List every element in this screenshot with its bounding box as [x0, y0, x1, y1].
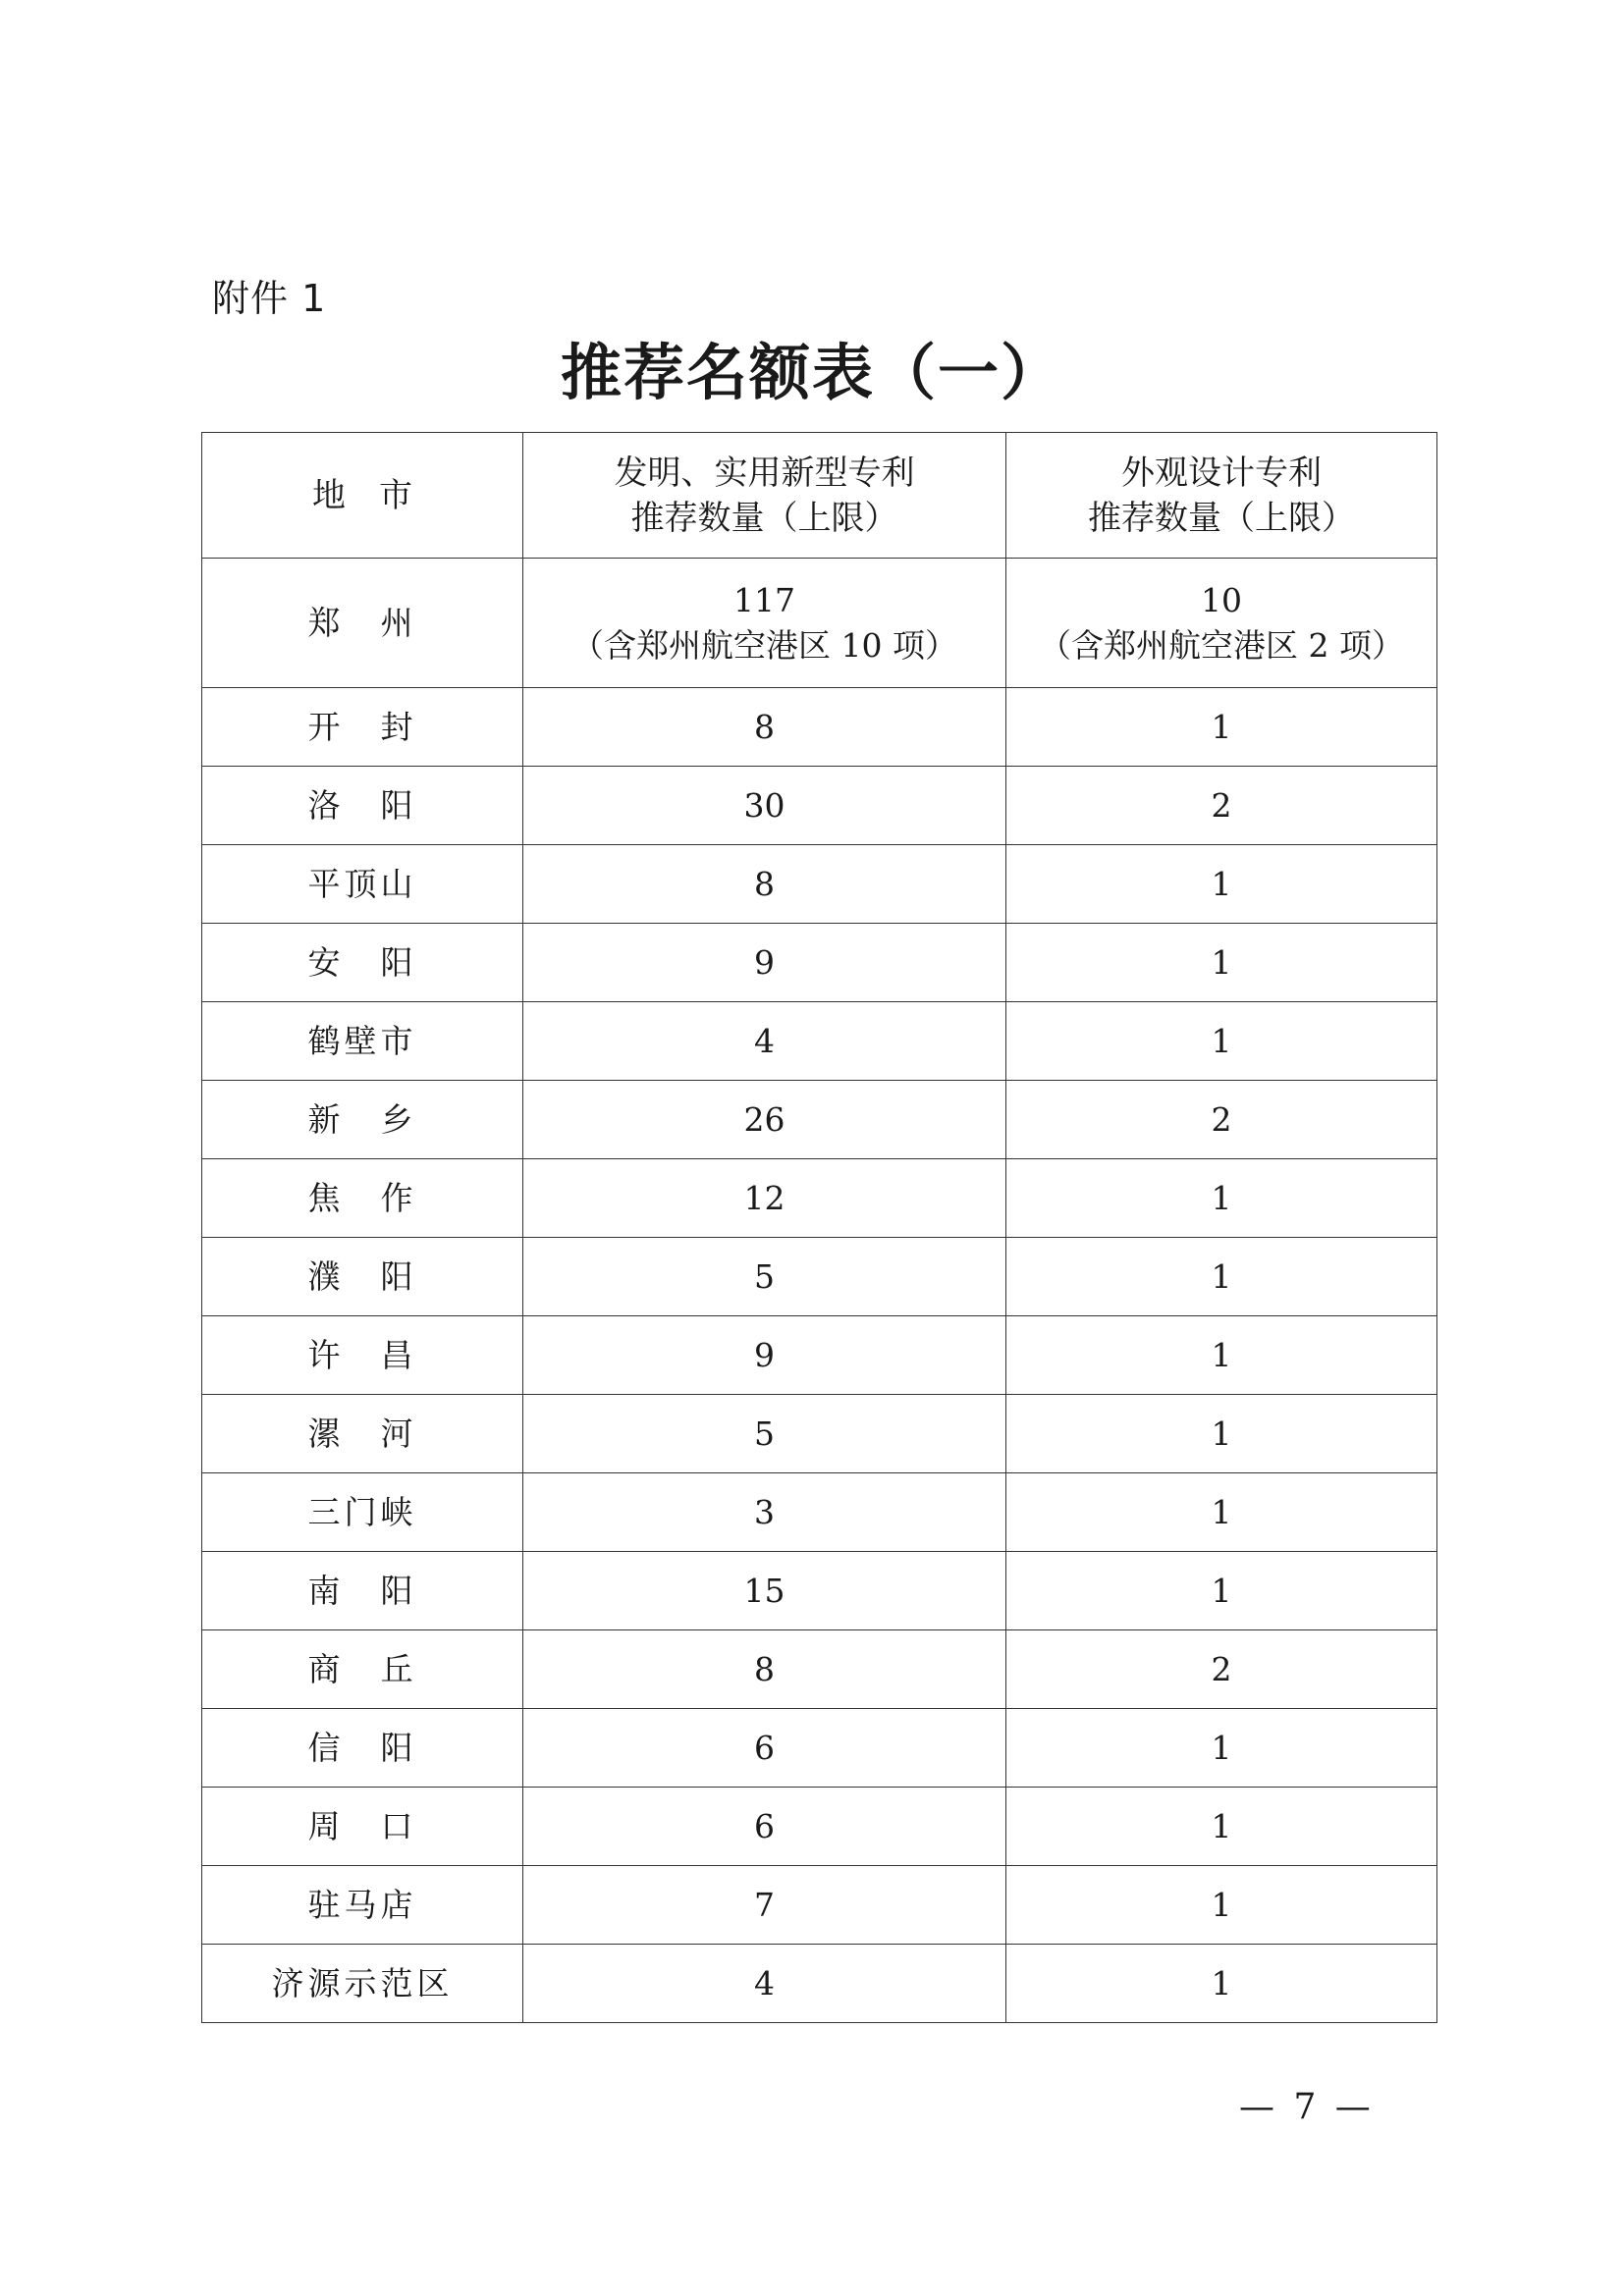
- attachment-label: 附件 1: [212, 277, 327, 320]
- table-row-zhengzhou: [202, 559, 1437, 688]
- city-cell: [202, 1945, 523, 2023]
- city-cell: [202, 1395, 523, 1473]
- city-cell: [202, 688, 523, 767]
- invention-count: 8: [754, 1649, 775, 1688]
- header-design-line2: 推荐数量（上限）: [1088, 498, 1355, 538]
- invention-cell: [523, 1945, 1006, 2023]
- table-row: [202, 924, 1437, 1002]
- city-cell: [202, 559, 523, 688]
- invention-count: 5: [754, 1414, 775, 1453]
- city-cell: [202, 1002, 523, 1081]
- design-count: 1: [1211, 1728, 1232, 1767]
- design-count: 1: [1211, 1571, 1232, 1610]
- city-name: 濮 阳: [307, 1256, 417, 1296]
- design-count: 1: [1211, 1806, 1232, 1845]
- city-cell: [202, 1238, 523, 1316]
- design-cell: [1006, 1159, 1437, 1238]
- invention-cell: [523, 1316, 1006, 1395]
- design-cell: [1006, 924, 1437, 1002]
- city-cell: [202, 1552, 523, 1630]
- city-name: 驻马店: [307, 1885, 417, 1924]
- design-count: 2: [1211, 785, 1232, 825]
- design-cell: [1006, 559, 1437, 688]
- table-row: [202, 1081, 1437, 1159]
- invention-count: 7: [754, 1885, 775, 1924]
- design-cell: [1006, 1002, 1437, 1081]
- design-count: 1: [1211, 1021, 1232, 1060]
- design-cell: [1006, 1788, 1437, 1866]
- header-design-line1: 外观设计专利: [1121, 453, 1322, 493]
- city-name: 安 阳: [307, 942, 417, 982]
- city-cell: [202, 1630, 523, 1709]
- invention-cell: [523, 1866, 1006, 1945]
- header-region-label: 地 市: [312, 475, 412, 515]
- city-cell: [202, 1081, 523, 1159]
- design-cell: [1006, 1552, 1437, 1630]
- invention-count: 9: [754, 942, 775, 982]
- city-name: 信 阳: [307, 1728, 417, 1767]
- invention-count: 15: [743, 1571, 785, 1610]
- invention-count: 26: [743, 1099, 785, 1139]
- design-cell: [1006, 1238, 1437, 1316]
- city-name: 南 阳: [307, 1571, 417, 1610]
- invention-cell: [523, 1159, 1006, 1238]
- table-row: [202, 1159, 1437, 1238]
- design-cell: [1006, 767, 1437, 845]
- city-name: 漯 河: [307, 1414, 417, 1453]
- invention-cell: [523, 767, 1006, 845]
- city-name: 鹤壁市: [307, 1021, 417, 1060]
- header-invention-line1: 发明、实用新型专利: [614, 453, 915, 493]
- invention-count: 6: [754, 1806, 775, 1845]
- invention-count: 8: [754, 864, 775, 903]
- city-name: 平顶山: [307, 864, 417, 903]
- invention-count: 5: [754, 1256, 775, 1296]
- design-count: 2: [1211, 1099, 1232, 1139]
- table-row: [202, 1709, 1437, 1788]
- city-name: 新 乡: [307, 1099, 417, 1139]
- document-title: 推荐名额表（一）: [560, 337, 1063, 408]
- design-cell: [1006, 1945, 1437, 2023]
- city-name: 济源示范区: [271, 1963, 454, 2002]
- table-row: [202, 845, 1437, 924]
- invention-count: 4: [754, 1021, 775, 1060]
- city-name: 许 昌: [307, 1335, 417, 1374]
- city-cell: [202, 1866, 523, 1945]
- city-cell: [202, 1316, 523, 1395]
- invention-cell: [523, 1788, 1006, 1866]
- header-region: [202, 433, 523, 559]
- invention-count: 4: [754, 1963, 775, 2002]
- table-row: [202, 1945, 1437, 2023]
- design-count: 1: [1211, 1963, 1232, 2002]
- table-row: [202, 1395, 1437, 1473]
- header-invention-line2: 推荐数量（上限）: [630, 498, 898, 538]
- city-name: 洛 阳: [307, 785, 417, 825]
- invention-count: 30: [743, 785, 785, 825]
- invention-cell: [523, 1552, 1006, 1630]
- city-cell: [202, 1473, 523, 1552]
- design-count: 1: [1211, 1178, 1232, 1217]
- design-count: 1: [1211, 1492, 1232, 1531]
- design-cell: [1006, 1866, 1437, 1945]
- invention-count: 12: [743, 1178, 785, 1217]
- design-count: 10: [1201, 580, 1242, 619]
- city-name: 焦 作: [307, 1178, 417, 1217]
- design-cell: [1006, 1473, 1437, 1552]
- header-design-quota: [1006, 433, 1437, 559]
- invention-count: 9: [754, 1335, 775, 1374]
- invention-note: （含郑州航空港区 10 项）: [571, 625, 957, 665]
- header-invention-quota: [523, 433, 1006, 559]
- invention-count: 117: [733, 580, 795, 619]
- city-cell: [202, 1709, 523, 1788]
- city-name: 郑 州: [307, 603, 417, 642]
- invention-cell: [523, 559, 1006, 688]
- city-name: 三门峡: [307, 1492, 417, 1531]
- table-header-row: [202, 433, 1437, 559]
- invention-cell: [523, 1630, 1006, 1709]
- page-number: — 7 —: [1239, 2087, 1375, 2127]
- design-count: 1: [1211, 1414, 1232, 1453]
- invention-cell: [523, 1002, 1006, 1081]
- table-row: [202, 1630, 1437, 1709]
- design-count: 1: [1211, 942, 1232, 982]
- design-cell: [1006, 845, 1437, 924]
- city-cell: [202, 924, 523, 1002]
- invention-cell: [523, 845, 1006, 924]
- invention-cell: [523, 1081, 1006, 1159]
- table-row: [202, 767, 1437, 845]
- design-cell: [1006, 688, 1437, 767]
- design-cell: [1006, 1081, 1437, 1159]
- invention-count: 8: [754, 707, 775, 746]
- design-cell: [1006, 1630, 1437, 1709]
- invention-cell: [523, 1709, 1006, 1788]
- table-row: [202, 1788, 1437, 1866]
- table-row: [202, 1316, 1437, 1395]
- invention-cell: [523, 1395, 1006, 1473]
- design-note: （含郑州航空港区 2 项）: [1039, 625, 1404, 665]
- city-name: 周 口: [307, 1806, 417, 1845]
- invention-cell: [523, 924, 1006, 1002]
- city-cell: [202, 767, 523, 845]
- city-name: 开 封: [307, 707, 417, 746]
- table-row: [202, 1002, 1437, 1081]
- table-row: [202, 1238, 1437, 1316]
- invention-count: 6: [754, 1728, 775, 1767]
- table-row: [202, 1866, 1437, 1945]
- design-cell: [1006, 1709, 1437, 1788]
- design-count: 1: [1211, 1256, 1232, 1296]
- table-row: [202, 1552, 1437, 1630]
- invention-cell: [523, 1238, 1006, 1316]
- design-count: 1: [1211, 864, 1232, 903]
- design-cell: [1006, 1316, 1437, 1395]
- design-count: 1: [1211, 707, 1232, 746]
- design-cell: [1006, 1395, 1437, 1473]
- city-cell: [202, 845, 523, 924]
- quota-table: [201, 432, 1437, 2023]
- design-count: 2: [1211, 1649, 1232, 1688]
- design-count: 1: [1211, 1335, 1232, 1374]
- invention-cell: [523, 1473, 1006, 1552]
- city-name: 商 丘: [307, 1649, 417, 1688]
- table-row: [202, 688, 1437, 767]
- city-cell: [202, 1788, 523, 1866]
- invention-count: 3: [754, 1492, 775, 1531]
- table-row: [202, 1473, 1437, 1552]
- design-count: 1: [1211, 1885, 1232, 1924]
- city-cell: [202, 1159, 523, 1238]
- invention-cell: [523, 688, 1006, 767]
